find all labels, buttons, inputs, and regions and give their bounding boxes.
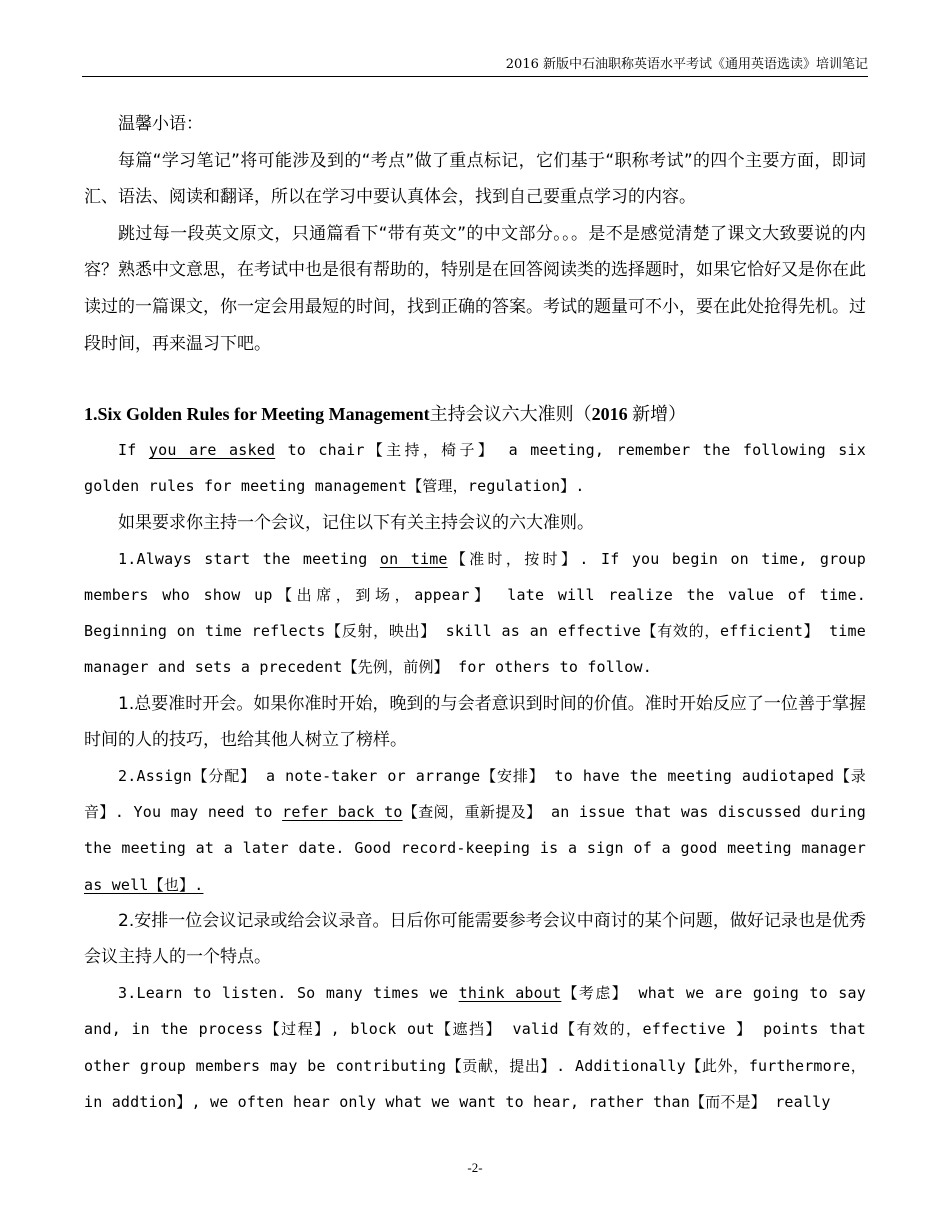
page-footer <box>0 1160 950 1176</box>
tips-paragraph-2: 跳过每一段英文原文，只通篇看下“带有英文”的中文部分。。。是不是感觉清楚了课文大致要说的内容？熟悉中文意思，在考试中也是很有帮助的，特别是在回答阅读类的选择题时，如果它恰好又是你在此读过的一篇课文，你一定会用最短的时间，找到正确的答案。考试的题量可不小，要在此处抢得先机。过段时间，再来温习下吧。 <box>84 223 866 354</box>
tips-paragraph-1: 每篇“学习笔记”将可能涉及到的“考点”做了重点标记，它们基于“职称考试”的四个主要方面，即词汇、语法、阅读和翻译，所以在学习中要认真体会，找到自己要重点学习的内容。 <box>84 150 866 208</box>
page-content <box>84 106 866 1120</box>
rule1-chinese: 1.总要准时开会。如果你准时开始，晚到的与会者意识到时间的价值。准时开始反应了一位善于掌握时间的人的技巧，也给其他人树立了榜样。 <box>84 693 866 750</box>
rule1-en-part: 【准时，按时】. If you begin on time, group members who show up【出席，到场，appear】 late will realize the value of time. Beginning on time reflects【反射，映出】 skill as an effective【有效的，efficient】 time manager and sets a precedent【先例，前例】 for others to follow. <box>84 549 866 677</box>
intro-chinese: 如果要求你主持一个会议，记住以下有关主持会议的六大准则。 <box>118 512 594 533</box>
rule2-en-part: 2.Assign【分配】 a note-taker or arrange【安排】 to have the meeting audiotaped【录音】. You may need to <box>84 766 866 822</box>
section-title <box>84 396 866 432</box>
rule1-english <box>84 541 866 686</box>
rule2-chinese: 2.安排一位会议记录或给会议录音。日后你可能需要参考会议中商讨的某个问题，做好记录也是优秀会议主持人的一个特点。 <box>84 910 866 967</box>
section-title-cn-b: 新增） <box>627 404 687 425</box>
section-title-cn-a: 主持会议六大准则（ <box>429 404 592 425</box>
header-title: 2016 新版中石油职称英语水平考试《通用英语选读》培训笔记 <box>505 57 868 72</box>
rule3-en-part: 3.Learn to listen. So many times we <box>118 984 459 1003</box>
section-title-year: 2016 <box>591 404 628 425</box>
rule2-en-part: 【查阅，重新提及】 an issue that was discussed during the meeting at a later date. Good record-keeping is a sign of a good meeting manager <box>84 803 866 858</box>
rule2-english <box>84 758 866 903</box>
intro-en-part: If <box>118 441 149 460</box>
rule2-en-underlined: refer back to <box>282 803 403 822</box>
intro-en-part: to chair【主持，椅子】 a meeting, remember the following six golden rules for meeting management【管理，regulation】. <box>84 441 866 496</box>
intro-en-underlined: you are asked <box>148 441 276 460</box>
intro-english <box>84 432 866 504</box>
rule1-en-underlined: on time <box>379 549 448 568</box>
rule3-en-part: 【考虑】 what we are going to say and, in the process【过程】, block out【遮挡】 valid【有效的，effective 】 points that other group members may be contributing【贡献，提出】. Additionally【此外，furthermore，in addtion】, we often hear only what we want to hear, rather than【而不是】 really <box>84 984 866 1111</box>
tips-heading: 温馨小语： <box>118 114 203 134</box>
page-number: -2- <box>467 1160 483 1175</box>
rule3-english <box>84 975 866 1120</box>
page-header <box>82 56 868 77</box>
section-title-en: 1.Six Golden Rules for Meeting Management <box>84 404 430 425</box>
rule3-en-underlined: think about <box>458 984 562 1003</box>
rule2-en-underlined: as well【也】. <box>84 875 204 894</box>
rule1-en-part: 1.Always start the meeting <box>118 549 380 568</box>
section-spacer <box>84 362 866 396</box>
